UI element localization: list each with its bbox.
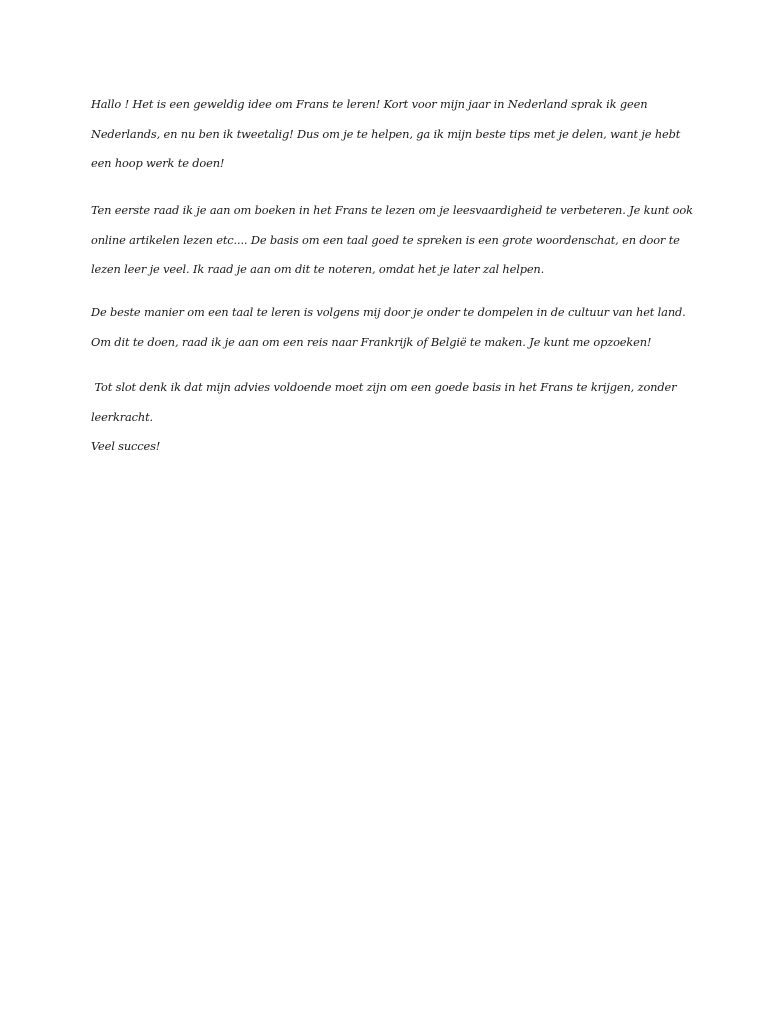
text-line: Veel succes! [91, 439, 161, 453]
paragraph-immersion [91, 298, 686, 357]
text-line: Nederlands, en nu ben ik tweetalig! Dus om je te helpen, ga ik mijn beste tips met je delen, want je hebt [91, 126, 681, 141]
text-line: leerkracht. [91, 409, 153, 424]
text-line: online artikelen lezen etc.... De basis om een taal goed te spreken is een grote woordenschat, en door te [91, 232, 680, 247]
text-line: Ten eerste raad ik je aan om boeken in het Frans te lezen om je leesvaardigheid te verbeteren. Je kunt ook [91, 203, 693, 217]
paragraph-intro [91, 90, 681, 179]
text-line: De beste manier om een taal te leren is volgens mij door je onder te dompelen in de cultuur van het land. [91, 305, 686, 319]
text-line: Tot slot denk ik dat mijn advies voldoende moet zijn om een goede basis in het Frans te krijgen, zonder [91, 380, 677, 394]
text-line: Om dit te doen, raad ik je aan om een reis naar Frankrijk of België te maken. Je kunt me opzoeken! [91, 334, 652, 349]
text-line: Hallo ! Het is een geweldig idee om Frans te leren! Kort voor mijn jaar in Nederland sprak ik geen [91, 97, 648, 111]
text-line: een hoop werk te doen! [91, 156, 225, 170]
paragraph-closing [91, 432, 681, 462]
text-line: lezen leer je veel. Ik raad je aan om dit te noteren, omdat het je later zal helpen. [91, 262, 545, 276]
paragraph-conclusion [91, 373, 681, 432]
paragraph-reading-tips [91, 196, 693, 285]
